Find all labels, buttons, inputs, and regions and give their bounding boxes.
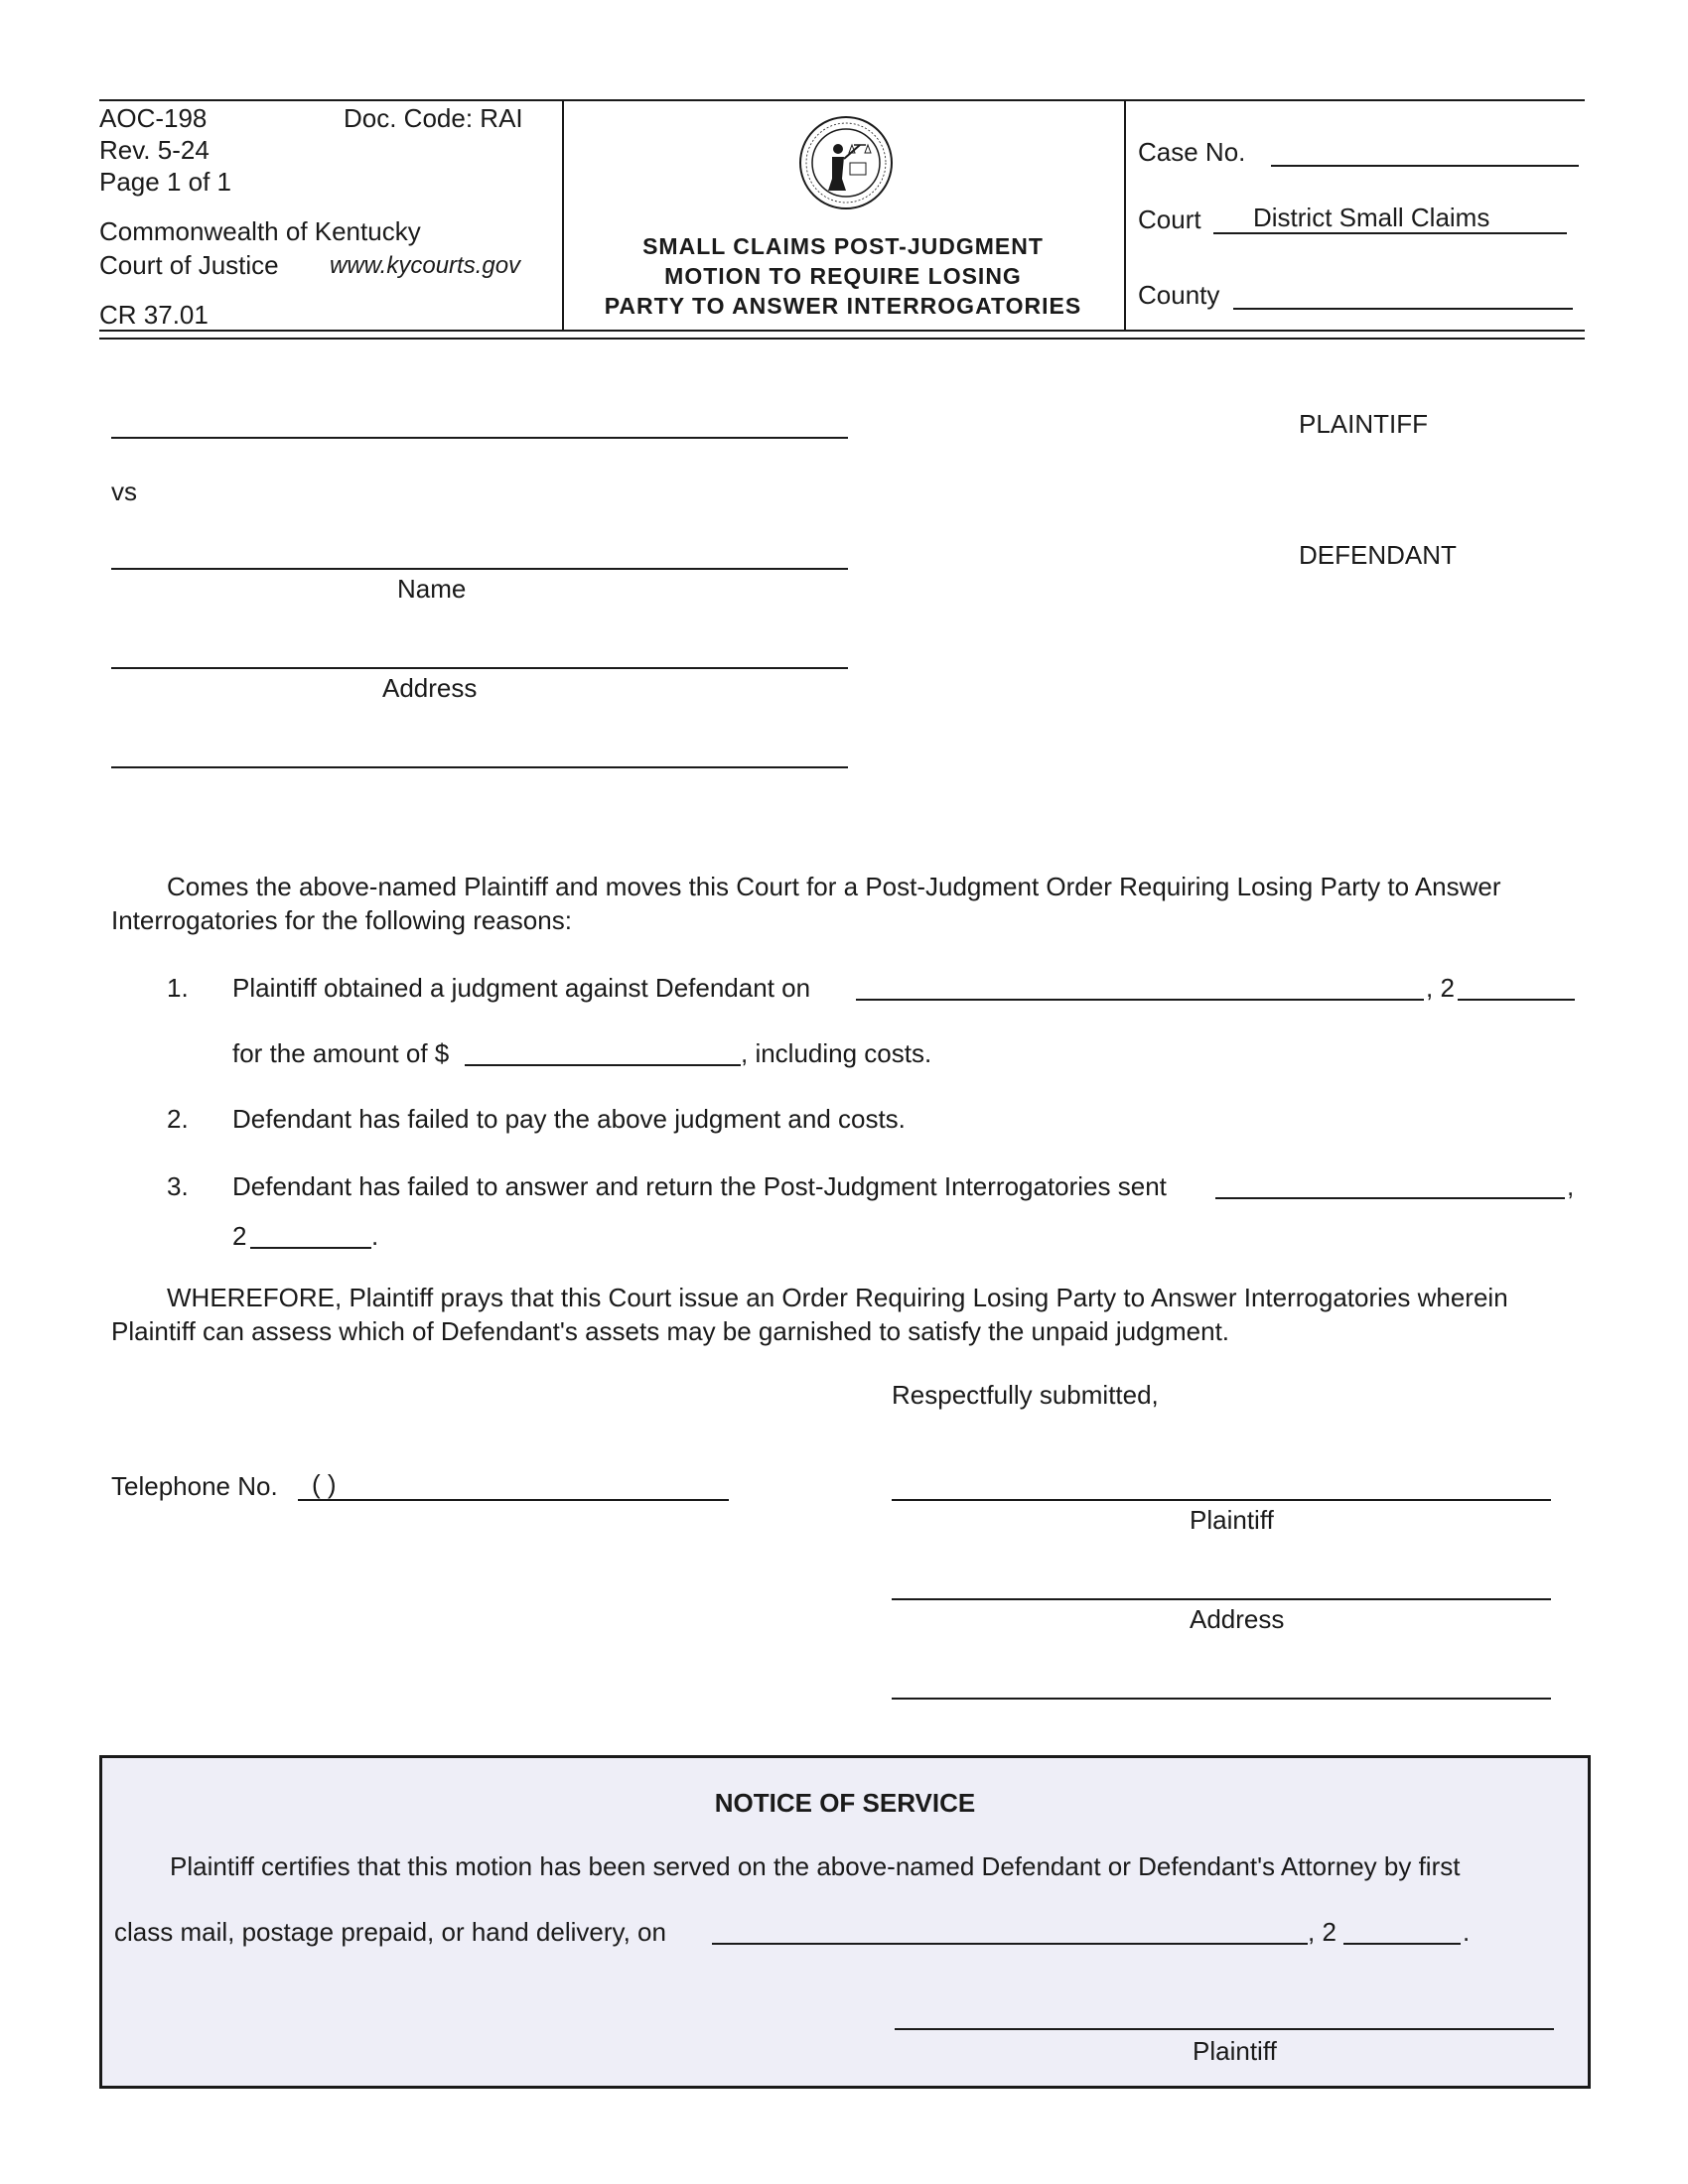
amount-suffix: , including costs. [741,1038,932,1068]
defendant-address-field-1[interactable] [111,667,848,669]
vs-label: vs [111,477,137,506]
court-of-justice-label: Court of Justice [99,250,279,280]
amount-prefix: for the amount of $ [232,1038,450,1068]
case-no-label: Case No. [1138,137,1246,167]
notice-plaintiff-label: Plaintiff [1193,2036,1277,2066]
item-3-year-prefix: 2 [232,1221,247,1251]
plaintiff-signature-field[interactable] [892,1499,1551,1501]
telephone-field[interactable] [298,1499,729,1501]
notice-plaintiff-signature-field[interactable] [895,2028,1554,2030]
defendant-label: DEFENDANT [1299,540,1457,570]
doc-code: Doc. Code: RAI [344,103,523,133]
item-1-text: Plaintiff obtained a judgment against Defendant on [232,973,811,1003]
header-top-rule [99,99,1585,101]
commonwealth-label: Commonwealth of Kentucky [99,216,421,246]
form-title-line1: SMALL CLAIMS POST-JUDGMENT [642,233,1044,259]
county-field[interactable] [1233,308,1573,310]
rule-reference: CR 37.01 [99,300,209,330]
form-number: AOC-198 [99,103,208,133]
court-value: District Small Claims [1253,203,1490,232]
service-date-field[interactable] [712,1943,1308,1945]
website-link[interactable]: www.kycourts.gov [330,252,521,279]
judgment-amount-field[interactable] [465,1064,741,1066]
notice-text-line1: Plaintiff certifies that this motion has been served on the above-named Defendant or Defendant's Attorney by first [170,1851,1461,1881]
item-3-comma: , [1567,1171,1575,1201]
court-label: Court [1138,205,1201,234]
item-2-number: 2. [167,1104,189,1134]
signature-address-label: Address [1190,1604,1285,1634]
plaintiff-label: PLAINTIFF [1299,409,1429,439]
header-bottom-rule-2 [99,338,1585,340]
plaintiff-name-field[interactable] [111,437,848,439]
telephone-area-code: ( ) [312,1469,337,1499]
form-title-line3: PARTY TO ANSWER INTERROGATORIES [604,293,1082,319]
intro-paragraph: Comes the above-named Plaintiff and moves this Court for a Post-Judgment Order Requiring Losing Party to Answer Interrogatories for the following reasons: [111,872,1501,935]
item-2-text: Defendant has failed to pay the above judgment and costs. [232,1104,906,1134]
notice-title: NOTICE OF SERVICE [714,1788,976,1818]
defendant-address-field-2[interactable] [111,766,848,768]
item-3-period: . [371,1221,379,1251]
notice-year-prefix: , 2 [1308,1917,1336,1947]
telephone-label: Telephone No. [111,1471,278,1501]
header-bottom-rule [99,330,1585,332]
item-3-number: 3. [167,1171,189,1201]
interrogatories-sent-year-field[interactable] [250,1247,371,1249]
page-number: Page 1 of 1 [99,167,231,197]
defendant-name-field[interactable] [111,568,848,570]
defendant-name-label: Name [397,574,467,604]
respectfully-submitted: Respectfully submitted, [892,1380,1159,1410]
item-3-text: Defendant has failed to answer and return the Post-Judgment Interrogatories sent [232,1171,1167,1201]
kentucky-seal-icon [798,115,894,210]
case-no-field[interactable] [1271,165,1579,167]
county-label: County [1138,280,1220,310]
defendant-address-label: Address [382,673,478,703]
header-divider-right [1124,99,1126,330]
notice-of-service-box [99,1755,1591,2089]
notice-text-line2: class mail, postage prepaid, or hand delivery, on [114,1917,666,1947]
signature-plaintiff-label: Plaintiff [1190,1505,1274,1535]
judgment-date-field[interactable] [856,999,1424,1001]
notice-period: . [1463,1917,1471,1947]
plaintiff-address-field-2[interactable] [892,1698,1551,1700]
service-year-field[interactable] [1343,1943,1461,1945]
form-title-line2: MOTION TO REQUIRE LOSING [664,263,1022,289]
wherefore-paragraph: WHEREFORE, Plaintiff prays that this Court issue an Order Requiring Losing Party to Answer Interrogatories wherein Plaintiff can assess which of Defendant's assets may be garnished to satisfy the unpaid judgment. [111,1283,1508,1346]
item-1-year-prefix: , 2 [1426,973,1455,1003]
judgment-year-field[interactable] [1458,999,1575,1001]
interrogatories-sent-date-field[interactable] [1215,1197,1565,1199]
plaintiff-address-field-1[interactable] [892,1598,1551,1600]
form-revision: Rev. 5-24 [99,135,210,165]
item-1-number: 1. [167,973,189,1003]
